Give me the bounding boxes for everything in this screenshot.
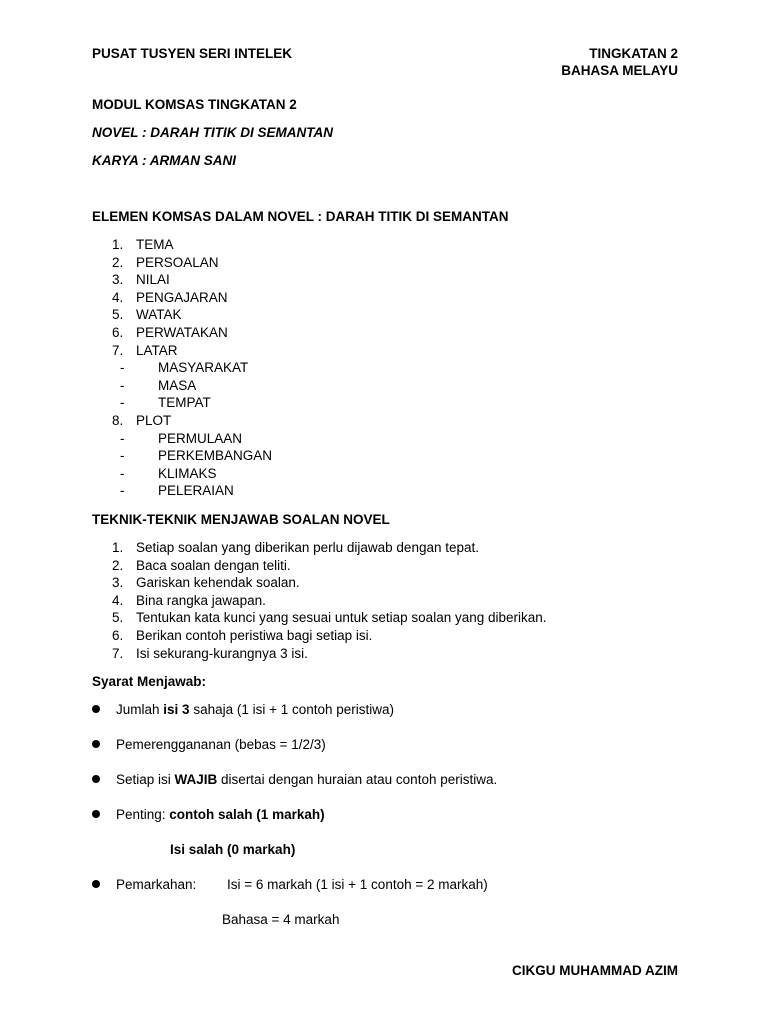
list-item: 3. Gariskan kehendak soalan.	[112, 575, 300, 591]
list-item: 8. PLOT	[112, 413, 172, 428]
technique-heading: TEKNIK-TEKNIK MENJAWAB SOALAN NOVEL	[92, 512, 390, 527]
list-item: 4. Bina rangka jawapan.	[112, 592, 266, 608]
sub-list-item: - TEMPAT	[120, 395, 211, 411]
sub-list-item: - KLIMAKS	[120, 465, 217, 481]
list-item: 1. TEMA	[112, 237, 174, 252]
bullet-icon	[92, 740, 100, 748]
author-line: KARYA : ARMAN SANI	[92, 153, 236, 168]
subject-name: BAHASA MELAYU	[561, 63, 678, 78]
sub-list-item: - MASA	[120, 377, 197, 393]
elements-heading: ELEMEN KOMSAS DALAM NOVEL : DARAH TITIK DI SEMANTAN	[92, 209, 509, 224]
bullet-icon	[92, 880, 100, 888]
bullet-icon	[92, 810, 100, 818]
school-name: PUSAT TUSYEN SERI INTELEK	[92, 46, 293, 61]
list-item: 3. NILAI	[112, 272, 170, 288]
list-item: 7. Isi sekurang-kurangnya 3 isi.	[112, 645, 308, 661]
grade-level: TINGKATAN 2	[589, 46, 678, 61]
list-item: 7. LATAR	[112, 342, 178, 358]
novel-title: NOVEL : DARAH TITIK DI SEMANTAN	[92, 125, 333, 140]
condition-subline: Isi salah (0 markah)	[170, 842, 296, 857]
conditions-heading: Syarat Menjawab:	[92, 674, 207, 689]
teacher-name: CIKGU MUHAMMAD AZIM	[512, 963, 678, 978]
list-item: 6. PERWATAKAN	[112, 325, 228, 340]
sub-list-item: - PELERAIAN	[120, 483, 234, 499]
list-item: 6. Berikan contoh peristiwa bagi setiap isi.	[112, 628, 373, 643]
list-item: 2. Baca soalan dengan teliti.	[112, 557, 291, 573]
bullet-icon	[92, 775, 100, 783]
list-item: 2. PERSOALAN	[112, 254, 219, 270]
list-item: 5. Tentukan kata kunci yang sesuai untuk setiap soalan yang diberikan.	[112, 610, 547, 626]
list-item: 1. Setiap soalan yang diberikan perlu dijawab dengan tepat.	[112, 540, 479, 555]
sub-list-item: - PERKEMBANGAN	[120, 448, 273, 464]
sub-list-item: - MASYARAKAT	[120, 360, 249, 376]
marking-value: Isi = 6 markah (1 isi + 1 contoh = 2 markah)	[227, 877, 488, 892]
list-item: 5. WATAK	[112, 307, 182, 323]
bullet-icon	[92, 705, 100, 713]
module-title: MODUL KOMSAS TINGKATAN 2	[92, 97, 297, 112]
list-item: 4. PENGAJARAN	[112, 289, 228, 305]
sub-list-item: - PERMULAAN	[120, 430, 243, 446]
marking-subline: Bahasa = 4 markah	[222, 912, 340, 927]
